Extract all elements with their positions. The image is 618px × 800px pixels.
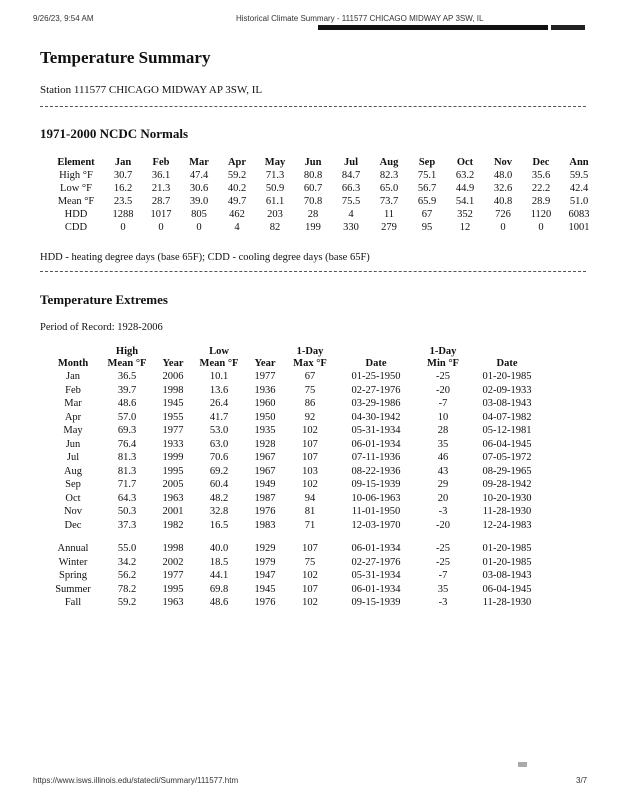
degree-days-note: HDD - heating degree days (base 65F); CDD - cooling degree days (base 65F): [40, 252, 370, 263]
season-label: Fall: [64, 597, 82, 609]
normals-cell: 23.5: [113, 196, 133, 207]
extremes-cell: 71: [304, 519, 316, 531]
extremes-cell: 40.0: [209, 543, 229, 555]
extremes-cell: 44.1: [209, 570, 229, 582]
normals-cell: 0: [120, 222, 126, 233]
normals-cell: 11: [383, 209, 395, 220]
normals-cell: 56.7: [417, 183, 437, 194]
extremes-cell: 06-04-1945: [482, 438, 532, 450]
extremes-cell: 09-15-1939: [351, 479, 401, 491]
print-timestamp: 9/26/23, 9:54 AM: [33, 14, 94, 23]
extremes-cell: 03-08-1943: [482, 398, 532, 410]
normals-cell: 726: [495, 209, 511, 220]
extremes-cell: 60.4: [209, 479, 229, 491]
scan-mark: [518, 762, 527, 767]
extremes-cell: 09-15-1939: [351, 597, 401, 609]
normals-column-header: Sep: [418, 157, 436, 168]
month-label: Jul: [66, 452, 80, 464]
normals-row-label: Mean °F: [57, 196, 95, 207]
season-label: Winter: [58, 556, 88, 568]
extremes-cell: 48.6: [117, 398, 137, 410]
normals-cell: 0: [538, 222, 544, 233]
normals-cell: 12: [459, 222, 471, 233]
group-header-1day-min: 1-Day: [429, 346, 457, 357]
extremes-cell: 18.5: [209, 556, 229, 568]
extremes-cell: 78.2: [117, 583, 137, 595]
extremes-cell: 28: [437, 425, 449, 437]
normals-column-header: Mar: [189, 157, 209, 168]
extremes-cell: 12-24-1983: [482, 519, 532, 531]
season-row: [44, 556, 546, 570]
print-page-title: Historical Climate Summary - 111577 CHICAGO MIDWAY AP 3SW, IL: [236, 14, 484, 23]
normals-column-header: Apr: [227, 157, 247, 168]
normals-cell: 199: [305, 222, 321, 233]
extremes-cell: 10-06-1963: [351, 492, 401, 504]
divider: [40, 106, 586, 107]
extremes-cell: 1950: [254, 411, 276, 423]
normals-column-header: Jun: [304, 157, 322, 168]
extremes-cell: 70.6: [209, 452, 229, 464]
extremes-cell: 102: [302, 570, 318, 582]
extremes-cell: 09-28-1942: [482, 479, 532, 491]
normals-cell: 71.3: [265, 170, 285, 181]
extremes-column-header: Max °F: [293, 358, 327, 369]
month-label: Feb: [65, 384, 81, 396]
normals-cell: 67: [421, 209, 433, 220]
normals-cell: 1120: [530, 209, 552, 220]
normals-row: [48, 221, 598, 234]
normals-column-header: Ann: [569, 157, 589, 168]
extremes-cell: 08-29-1965: [482, 465, 532, 477]
extremes-cell: 02-27-1976: [351, 384, 401, 396]
season-label: Spring: [58, 570, 87, 582]
normals-cell: 35.6: [531, 170, 551, 181]
extremes-cell: 56.2: [117, 570, 137, 582]
extremes-cell: 92: [304, 411, 316, 423]
month-row: [44, 505, 546, 519]
extremes-column-header: Date: [496, 358, 518, 369]
extremes-cell: 11-01-1950: [351, 506, 401, 518]
browser-print-header: [0, 14, 618, 40]
extremes-cell: 06-01-1934: [351, 543, 401, 555]
normals-cell: 4: [234, 222, 240, 233]
extremes-cell: -20: [436, 384, 450, 396]
normals-cell: 73.7: [379, 196, 399, 207]
normals-row: [48, 169, 598, 182]
extremes-column-header: Mean °F: [107, 358, 147, 369]
normals-cell: 48.0: [493, 170, 513, 181]
normals-cell: 39.0: [189, 196, 209, 207]
normals-column-header: Element: [57, 157, 95, 168]
extremes-group-header-row: [44, 346, 546, 358]
period-of-record: Period of Record: 1928-2006: [40, 322, 163, 333]
extremes-cell: 1987: [254, 492, 276, 504]
extremes-cell: 1982: [162, 519, 184, 531]
extremes-cell: 75: [304, 556, 316, 568]
page-title: Temperature Summary: [40, 48, 211, 67]
extremes-cell: 81.3: [117, 452, 137, 464]
month-row: [44, 519, 546, 533]
normals-cell: 59.5: [569, 170, 589, 181]
print-page-number: 3/7: [576, 776, 588, 785]
normals-row-label: CDD: [64, 222, 88, 233]
extremes-cell: 2001: [162, 506, 184, 518]
month-row: [44, 478, 546, 492]
normals-cell: 32.6: [493, 183, 513, 194]
month-row: [44, 465, 546, 479]
extremes-cell: 1945: [162, 398, 184, 410]
extremes-cell: 10: [437, 411, 449, 423]
normals-cell: 279: [381, 222, 397, 233]
extremes-cell: 02-27-1976: [351, 556, 401, 568]
extremes-cell: 1933: [162, 438, 184, 450]
extremes-cell: 48.6: [209, 597, 229, 609]
extremes-cell: 50.3: [117, 506, 137, 518]
extremes-cell: 69.8: [209, 583, 229, 595]
normals-cell: 16.2: [113, 183, 133, 194]
normals-cell: 65.9: [417, 196, 437, 207]
normals-column-header: Jul: [343, 157, 358, 168]
extremes-cell: -7: [438, 570, 448, 582]
normals-header-row: [48, 156, 598, 169]
extremes-cell: 06-01-1934: [351, 583, 401, 595]
normals-cell: 54.1: [455, 196, 475, 207]
normals-heading: 1971-2000 NCDC Normals: [40, 126, 189, 141]
normals-cell: 80.8: [303, 170, 323, 181]
redaction-bar-small: [551, 25, 585, 30]
extremes-cell: 41.7: [209, 411, 229, 423]
month-label: May: [63, 425, 83, 437]
normals-cell: 28.9: [531, 196, 551, 207]
extremes-cell: 102: [302, 479, 318, 491]
extremes-cell: 67: [304, 371, 316, 383]
normals-cell: 1001: [568, 222, 590, 233]
station-label: Station 111577 CHICAGO MIDWAY AP 3SW, IL: [40, 84, 263, 96]
table-spacer: [44, 532, 546, 542]
normals-cell: 352: [457, 209, 473, 220]
extremes-cell: 10-20-1930: [482, 492, 532, 504]
month-label: Nov: [63, 506, 83, 518]
extremes-cell: 86: [304, 398, 316, 410]
redaction-bar: [318, 25, 548, 30]
normals-cell: 50.9: [265, 183, 285, 194]
normals-cell: 82.3: [379, 170, 399, 181]
extremes-cell: 107: [302, 452, 318, 464]
extremes-cell: 107: [302, 438, 318, 450]
extremes-cell: 10.1: [209, 371, 229, 383]
extremes-cell: 1983: [254, 519, 276, 531]
normals-row-label: Low °F: [60, 183, 92, 194]
extremes-cell: 26.4: [209, 398, 229, 410]
extremes-cell: 1949: [254, 479, 276, 491]
extremes-cell: 48.2: [209, 492, 229, 504]
extremes-cell: 1999: [162, 452, 184, 464]
extremes-cell: 07-05-1972: [482, 452, 532, 464]
group-header-1day-max: 1-Day: [296, 346, 324, 357]
month-row: [44, 384, 546, 398]
normals-column-header: Aug: [379, 157, 399, 168]
month-row: [44, 451, 546, 465]
extremes-cell: -25: [436, 556, 450, 568]
extremes-cell: 1963: [162, 597, 184, 609]
extremes-column-header: Month: [57, 358, 89, 369]
extremes-cell: 13.6: [209, 384, 229, 396]
extremes-cell: 1977: [162, 425, 184, 437]
month-label: Dec: [64, 519, 82, 531]
extremes-cell: 43: [437, 465, 449, 477]
extremes-cell: 1963: [162, 492, 184, 504]
extremes-cell: 55.0: [117, 543, 137, 555]
normals-cell: 1288: [112, 209, 134, 220]
extremes-cell: 1995: [162, 465, 184, 477]
extremes-column-header: Date: [365, 358, 387, 369]
season-label: Annual: [57, 543, 89, 555]
extremes-column-header: Mean °F: [199, 358, 239, 369]
normals-cell: 75.5: [341, 196, 361, 207]
extremes-cell: 08-22-1936: [351, 465, 401, 477]
extremes-cell: 05-31-1934: [351, 425, 401, 437]
season-row: [44, 596, 546, 610]
month-row: [44, 492, 546, 506]
extremes-cell: 1967: [254, 465, 276, 477]
extremes-cell: 63.0: [209, 438, 229, 450]
normals-cell: 40.2: [227, 183, 247, 194]
extremes-cell: 1945: [254, 583, 276, 595]
extremes-cell: 05-12-1981: [482, 425, 532, 437]
extremes-cell: 1928: [254, 438, 276, 450]
extremes-cell: 1995: [162, 583, 184, 595]
extremes-cell: 2006: [162, 371, 184, 383]
normals-cell: 36.1: [151, 170, 171, 181]
normals-column-header: May: [264, 157, 286, 168]
month-row: [44, 397, 546, 411]
normals-row-label: HDD: [64, 209, 88, 220]
extremes-cell: 36.5: [117, 371, 137, 383]
normals-cell: 75.1: [417, 170, 437, 181]
month-label: Jan: [66, 371, 80, 383]
normals-row: [48, 195, 598, 208]
divider: [40, 271, 586, 272]
extremes-cell: 81.3: [117, 465, 137, 477]
normals-cell: 44.9: [455, 183, 475, 194]
extremes-cell: 57.0: [117, 411, 137, 423]
normals-cell: 66.3: [341, 183, 361, 194]
normals-cell: 61.1: [265, 196, 285, 207]
extremes-cell: 35: [437, 438, 449, 450]
extremes-cell: -3: [438, 597, 448, 609]
normals-cell: 330: [343, 222, 359, 233]
normals-cell: 0: [158, 222, 164, 233]
extremes-cell: -3: [438, 506, 448, 518]
extremes-cell: 1960: [254, 398, 276, 410]
extremes-cell: 71.7: [117, 479, 137, 491]
extremes-cell: 06-04-1945: [482, 583, 532, 595]
extremes-cell: 94: [304, 492, 316, 504]
extremes-cell: 1979: [254, 556, 276, 568]
extremes-cell: -25: [436, 371, 450, 383]
normals-cell: 6083: [568, 209, 590, 220]
extremes-cell: 04-30-1942: [351, 411, 401, 423]
extremes-cell: 01-20-1985: [482, 556, 532, 568]
extremes-cell: 102: [302, 597, 318, 609]
extremes-cell: 76.4: [117, 438, 137, 450]
extremes-cell: 04-07-1982: [482, 411, 532, 423]
extremes-cell: 11-28-1930: [482, 597, 532, 609]
normals-cell: 28: [307, 209, 319, 220]
extremes-cell: 81: [304, 506, 316, 518]
normals-cell: 1017: [150, 209, 172, 220]
extremes-cell: -20: [436, 519, 450, 531]
normals-cell: 51.0: [569, 196, 589, 207]
month-label: Mar: [64, 398, 82, 410]
extremes-cell: 59.2: [117, 597, 137, 609]
extremes-cell: 01-25-1950: [351, 371, 401, 383]
month-label: Sep: [65, 479, 81, 491]
extremes-cell: 39.7: [117, 384, 137, 396]
extremes-cell: 75: [304, 384, 316, 396]
extremes-cell: 1935: [254, 425, 276, 437]
extremes-cell: 16.5: [209, 519, 229, 531]
extremes-column-header: Year: [254, 358, 276, 369]
extremes-table: [44, 346, 546, 610]
extremes-cell: 1977: [162, 570, 184, 582]
normals-column-header: Oct: [456, 157, 474, 168]
normals-cell: 0: [196, 222, 202, 233]
normals-cell: 84.7: [341, 170, 361, 181]
month-row: [44, 411, 546, 425]
normals-column-header: Nov: [493, 157, 513, 168]
normals-column-header: Dec: [532, 157, 550, 168]
extremes-cell: 03-08-1943: [482, 570, 532, 582]
normals-column-header: Feb: [152, 157, 170, 168]
normals-cell: 65.0: [379, 183, 399, 194]
month-row: [44, 370, 546, 384]
normals-cell: 47.4: [189, 170, 209, 181]
extremes-cell: 102: [302, 425, 318, 437]
month-label: Apr: [64, 411, 82, 423]
normals-cell: 21.3: [151, 183, 171, 194]
extremes-cell: -7: [438, 398, 448, 410]
month-label: Oct: [65, 492, 81, 504]
normals-cell: 40.8: [493, 196, 513, 207]
extremes-cell: 1929: [254, 543, 276, 555]
normals-cell: 63.2: [455, 170, 475, 181]
normals-column-header: Jan: [114, 157, 132, 168]
extremes-cell: 1936: [254, 384, 276, 396]
group-header-high: High: [115, 346, 139, 357]
extremes-cell: 20: [437, 492, 449, 504]
extremes-heading: Temperature Extremes: [40, 292, 168, 307]
month-label: Jun: [65, 438, 81, 450]
normals-cell: 70.8: [303, 196, 323, 207]
extremes-cell: 11-28-1930: [482, 506, 532, 518]
extremes-cell: -25: [436, 543, 450, 555]
extremes-cell: 1977: [254, 371, 276, 383]
normals-table: [48, 156, 598, 234]
normals-row: [48, 182, 598, 195]
extremes-cell: 34.2: [117, 556, 137, 568]
extremes-cell: 12-03-1970: [351, 519, 401, 531]
normals-cell: 805: [191, 209, 207, 220]
season-label: Summer: [55, 583, 91, 595]
extremes-cell: 35: [437, 583, 449, 595]
extremes-cell: 1967: [254, 452, 276, 464]
normals-cell: 49.7: [227, 196, 247, 207]
extremes-cell: 29: [437, 479, 449, 491]
extremes-cell: 107: [302, 543, 318, 555]
season-row: [44, 569, 546, 583]
extremes-cell: 05-31-1934: [351, 570, 401, 582]
extremes-cell: 2002: [162, 556, 184, 568]
extremes-cell: 1998: [162, 543, 184, 555]
extremes-column-header: Min °F: [427, 358, 459, 369]
normals-row: [48, 208, 598, 221]
extremes-cell: 03-29-1986: [351, 398, 401, 410]
extremes-cell: 2005: [162, 479, 184, 491]
extremes-cell: 46: [437, 452, 449, 464]
extremes-cell: 1947: [254, 570, 276, 582]
extremes-cell: 69.3: [117, 425, 137, 437]
extremes-cell: 32.8: [209, 506, 229, 518]
group-header-low: Low: [209, 346, 229, 357]
extremes-column-header: Year: [162, 358, 184, 369]
extremes-cell: 103: [302, 465, 318, 477]
normals-cell: 22.2: [531, 183, 551, 194]
print-footer-url: https://www.isws.illinois.edu/statecli/Summary/111577.htm: [33, 776, 239, 785]
extremes-cell: 37.3: [117, 519, 137, 531]
extremes-cell: 01-20-1985: [482, 543, 532, 555]
extremes-cell: 64.3: [117, 492, 137, 504]
normals-cell: 203: [267, 209, 283, 220]
normals-cell: 462: [229, 209, 245, 220]
normals-cell: 82: [269, 222, 281, 233]
extremes-cell: 02-09-1933: [482, 384, 532, 396]
extremes-cell: 01-20-1985: [482, 371, 532, 383]
season-row: [44, 542, 546, 556]
normals-cell: 0: [500, 222, 506, 233]
normals-cell: 95: [421, 222, 433, 233]
month-row: [44, 438, 546, 452]
extremes-cell: 69.2: [209, 465, 229, 477]
month-label: Aug: [63, 465, 83, 477]
extremes-header-row: [44, 358, 546, 370]
normals-cell: 60.7: [303, 183, 323, 194]
normals-cell: 59.2: [227, 170, 247, 181]
extremes-cell: 1976: [254, 597, 276, 609]
extremes-cell: 07-11-1936: [351, 452, 401, 464]
extremes-cell: 06-01-1934: [351, 438, 401, 450]
normals-row-label: High °F: [59, 170, 93, 181]
normals-cell: 30.6: [189, 183, 209, 194]
normals-cell: 4: [348, 209, 354, 220]
month-row: [44, 424, 546, 438]
normals-cell: 28.7: [151, 196, 171, 207]
extremes-cell: 1955: [162, 411, 184, 423]
extremes-cell: 53.0: [209, 425, 229, 437]
normals-cell: 30.7: [113, 170, 133, 181]
extremes-cell: 1998: [162, 384, 184, 396]
season-row: [44, 583, 546, 597]
normals-cell: 42.4: [569, 183, 589, 194]
extremes-cell: 1976: [254, 506, 276, 518]
extremes-cell: 107: [302, 583, 318, 595]
